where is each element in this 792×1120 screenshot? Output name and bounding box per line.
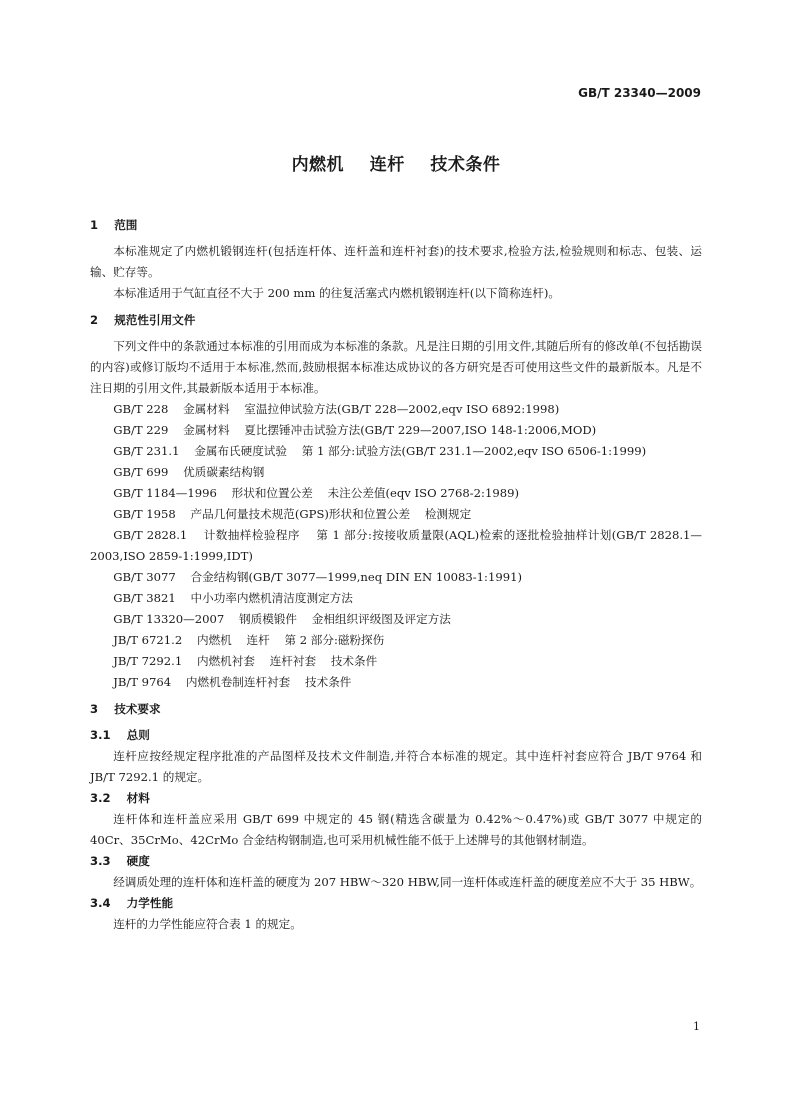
- paragraph: 连杆的力学性能应符合表 1 的规定。: [113, 917, 302, 931]
- document-body: [90, 214, 702, 935]
- reference-item: GB/T 1958 产品几何量技术规范(GPS)形状和位置公差 检测规定: [113, 507, 472, 521]
- reference-item: GB/T 1184—1996 形状和位置公差 未注公差值(eqv ISO 2768-2:1989): [113, 486, 519, 500]
- document-title: 内燃机 连杆 技术条件: [291, 155, 501, 175]
- paragraph: 连杆体和连杆盖应采用 GB/T 699 中规定的 45 钢(精选含碳量为 0.42%～0.47%)或 GB/T 3077 中规定的 40Cr、35CrMo、42CrMo 合金结构钢制造,也可采用机械性能不低于上述牌号的其他钢材制造。: [90, 812, 702, 847]
- reference-item: GB/T 228 金属材料 室温拉伸试验方法(GB/T 228—2002,eqv ISO 6892:1998): [113, 402, 560, 416]
- reference-item: GB/T 3821 中小功率内燃机清洁度测定方法: [113, 591, 353, 605]
- subsection-heading-mechanical-properties: 3.4 力学性能: [90, 896, 174, 910]
- reference-item: JB/T 6721.2 内燃机 连杆 第 2 部分:磁粉探伤: [113, 633, 385, 647]
- reference-item: GB/T 13320—2007 钢质模锻件 金相组织评级图及评定方法: [113, 612, 451, 626]
- paragraph: 本标准规定了内燃机锻钢连杆(包括连杆体、连杆盖和连杆衬套)的技术要求,检验方法,检验规则和标志、包装、运输、贮存等。: [90, 244, 702, 279]
- reference-item: GB/T 231.1 金属布氏硬度试验 第 1 部分:试验方法(GB/T 231.1—2002,eqv ISO 6506-1:1999): [113, 444, 647, 458]
- standard-number: GB/T 23340—2009: [578, 86, 701, 100]
- paragraph: 本标准适用于气缸直径不大于 200 mm 的往复活塞式内燃机锻钢连杆(以下简称连杆)。: [113, 286, 561, 300]
- reference-item: GB/T 229 金属材料 夏比摆锤冲击试验方法(GB/T 229—2007,ISO 148-1:2006,MOD): [113, 423, 597, 437]
- section-heading-normative-references: 2 规范性引用文件: [90, 313, 196, 327]
- paragraph: 下列文件中的条款通过本标准的引用而成为本标准的条款。凡是注日期的引用文件,其随后所有的修改单(不包括勘误的内容)或修订版均不适用于本标准,然而,鼓励根据本标准达成协议的各方研究是否可使用这些文件的最新版本。凡是不注日期的引用文件,其最新版本适用于本标准。: [90, 339, 702, 395]
- reference-item: JB/T 9764 内燃机卷制连杆衬套 技术条件: [113, 675, 352, 689]
- section-heading-scope: 1 范围: [90, 218, 138, 232]
- subsection-heading-hardness: 3.3 硬度: [90, 854, 150, 868]
- subsection-heading-general: 3.1 总则: [90, 728, 150, 742]
- reference-item: GB/T 2828.1 计数抽样检验程序 第 1 部分:按接收质量限(AQL)检索的逐批检验抽样计划(GB/T 2828.1—2003,ISO 2859-1:1999,IDT): [90, 528, 702, 563]
- reference-item: GB/T 3077 合金结构钢(GB/T 3077—1999,neq DIN EN 10083-1:1991): [113, 570, 522, 584]
- subsection-heading-material: 3.2 材料: [90, 791, 150, 805]
- page-number: 1: [693, 1020, 700, 1033]
- paragraph: 经调质处理的连杆体和连杆盖的硬度为 207 HBW～320 HBW,同一连杆体或连杆盖的硬度差应不大于 35 HBW。: [113, 875, 702, 889]
- paragraph: 连杆应按经规定程序批准的产品图样及技术文件制造,并符合本标准的规定。其中连杆衬套应符合 JB/T 9764 和 JB/T 7292.1 的规定。: [90, 749, 702, 784]
- section-heading-technical-requirements: 3 技术要求: [90, 702, 161, 716]
- reference-item: JB/T 7292.1 内燃机衬套 连杆衬套 技术条件: [113, 654, 378, 668]
- reference-item: GB/T 699 优质碳素结构钢: [113, 465, 265, 479]
